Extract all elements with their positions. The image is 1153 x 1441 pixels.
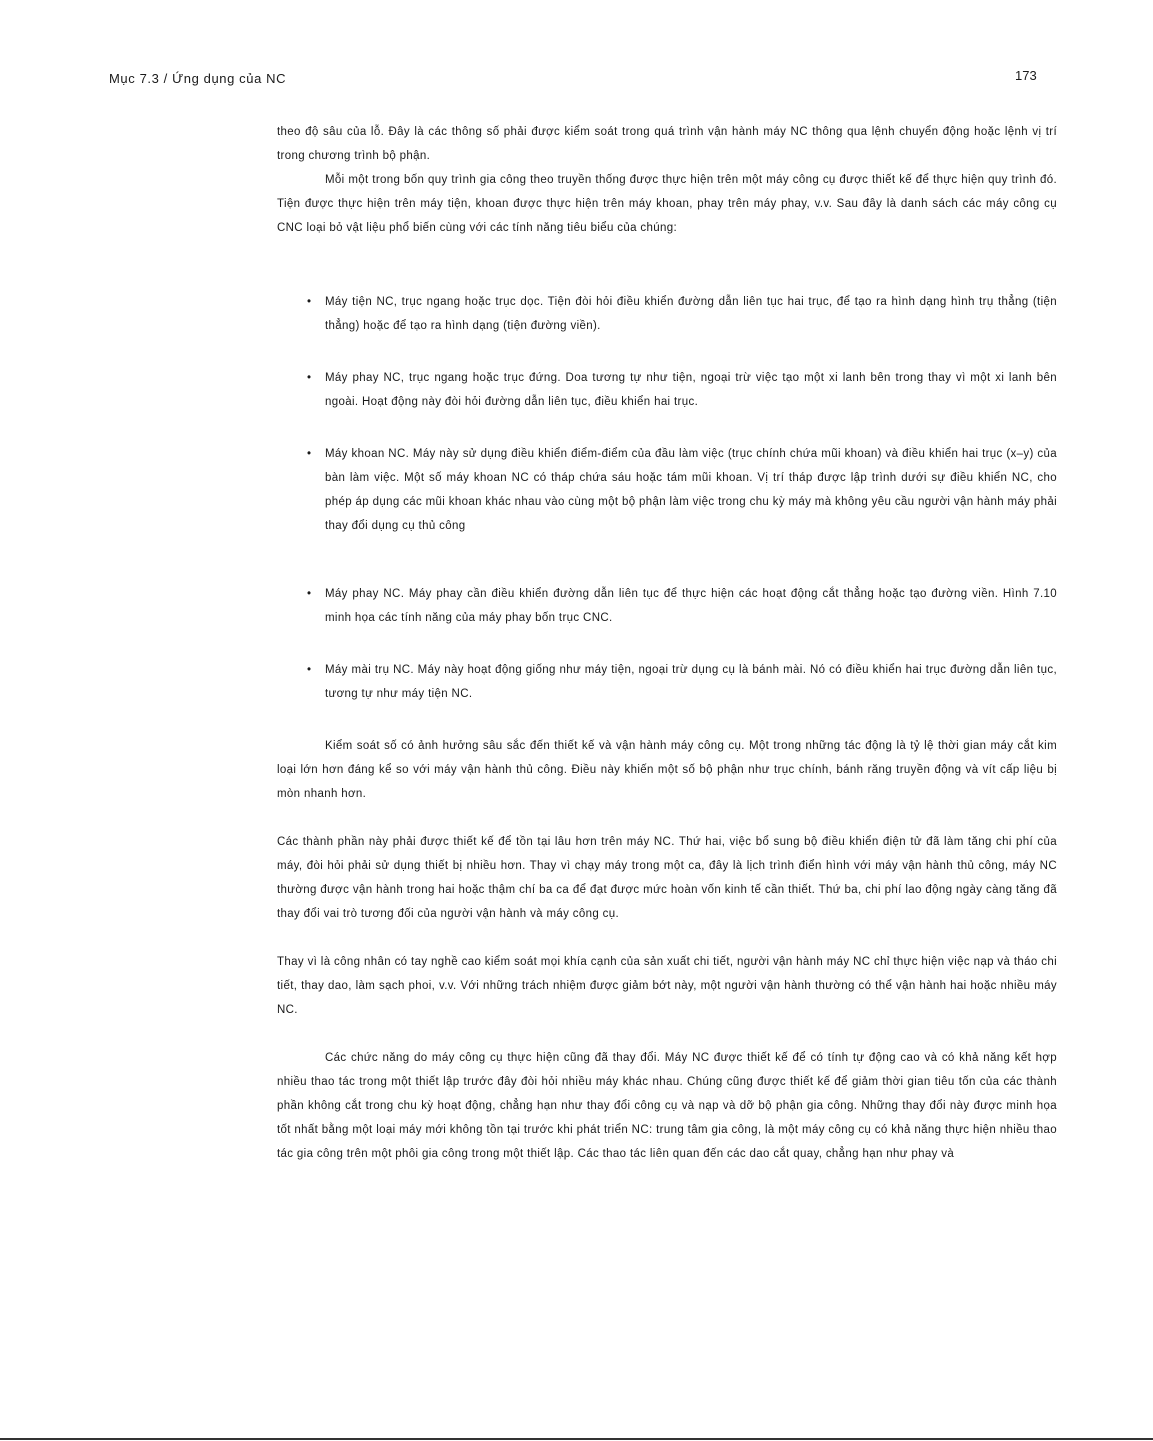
machine-tool-list xyxy=(277,290,1057,706)
page-bottom-rule xyxy=(0,1438,1153,1440)
list-item-boring: • Máy phay NC, trục ngang hoặc trục đứng. Doa tương tự như tiện, ngoại trừ việc tạo một xi lanh bên trong thay vì một xi lanh bên ngoài. Hoạt động này đòi hỏi đường dẫn liên tục, điều khiển hai trục. xyxy=(307,366,1057,414)
paragraph-1: theo độ sâu của lỗ. Đây là các thông số phải được kiểm soát trong quá trình vận hành máy NC thông qua lệnh chuyển động hoặc lệnh vị trí trong chương trình bộ phận. xyxy=(277,126,1057,162)
running-header: Mục 7.3 / Ứng dụng của NC xyxy=(109,71,287,86)
paragraph-5: Thay vì là công nhân có tay nghề cao kiểm soát mọi khía cạnh của sản xuất chi tiết, người vận hành máy NC chỉ thực hiện việc nạp và tháo chi tiết, thay dao, làm sạch phoi, v.v. Với những trách nhiệm được giảm bớt này, một người vận hành thường có thể vận hành hai hoặc nhiều máy NC. xyxy=(277,956,1057,1016)
paragraph-2: Mỗi một trong bốn quy trình gia công theo truyền thống được thực hiện trên một máy công cụ được thiết kế để thực hiện quy trình đó. Tiện được thực hiện trên máy tiện, khoan được thực hiện trên máy khoan, phay trên máy phay, v.v. Sau đây là danh sách các máy công cụ CNC loại bỏ vật liệu phổ biến cùng với các tính năng tiêu biểu của chúng: xyxy=(277,174,1057,234)
list-item-lathe: • Máy tiện NC, trục ngang hoặc trục dọc. Tiện đòi hỏi điều khiển đường dẫn liên tục hai trục, để tạo ra hình dạng hình trụ thẳng (tiện thẳng) hoặc để tạo ra hình dạng (tiện đường viền). xyxy=(307,290,1057,338)
list-item-grinder: • Máy mài trụ NC. Máy này hoạt động giống như máy tiện, ngoại trừ dụng cụ là bánh mài. Nó có điều khiển hai trục đường dẫn liên tục, tương tự như máy tiện NC. xyxy=(307,658,1057,706)
paragraph-3: Kiểm soát số có ảnh hưởng sâu sắc đến thiết kế và vận hành máy công cụ. Một trong những tác động là tỷ lệ thời gian máy cắt kim loại lớn hơn đáng kể so với máy vận hành thủ công. Điều này khiến một số bộ phận như trục chính, bánh răng truyền động và vít cấp liệu bị mòn nhanh hơn. xyxy=(277,740,1057,800)
page-number: 173 xyxy=(1015,68,1037,83)
paragraph-4: Các thành phần này phải được thiết kế để tồn tại lâu hơn trên máy NC. Thứ hai, việc bổ sung bộ điều khiển điện tử đã làm tăng chi phí của máy, đòi hỏi phải sử dụng thiết bị nhiều hơn. Thay vì chạy máy trong một ca, đây là lịch trình điển hình với máy vận hành thủ công, máy NC thường được vận hành trong hai hoặc thậm chí ba ca để đạt được mức hoàn vốn kinh tế cần thiết. Thứ ba, chi phí lao động ngày càng tăng đã thay đổi vai trò tương đối của người vận hành và máy công cụ. xyxy=(277,836,1057,920)
page-body xyxy=(277,120,1057,1166)
list-item-milling: • Máy phay NC. Máy phay cần điều khiển đường dẫn liên tục để thực hiện các hoạt động cắt thẳng hoặc tạo đường viền. Hình 7.10 minh họa các tính năng của máy phay bốn trục CNC. xyxy=(307,582,1057,630)
paragraph-6: Các chức năng do máy công cụ thực hiện cũng đã thay đổi. Máy NC được thiết kế để có tính tự động cao và có khả năng kết hợp nhiều thao tác trong một thiết lập trước đây đòi hỏi nhiều máy khác nhau. Chúng cũng được thiết kế để giảm thời gian tiêu tốn của các thành phần không cắt trong chu kỳ hoạt động, chẳng hạn như thay đổi công cụ và nạp và dỡ bộ phận gia công. Những thay đổi này được minh họa tốt nhất bằng một loại máy mới không tồn tại trước khi phát triển NC: trung tâm gia công, là một máy công cụ có khả năng thực hiện nhiều thao tác gia công trên một phôi gia công trong một thiết lập. Các thao tác liên quan đến các dao cắt quay, chẳng hạn như phay và xyxy=(277,1052,1057,1160)
list-item-drill: • Máy khoan NC. Máy này sử dụng điều khiển điểm-điểm của đầu làm việc (trục chính chứa mũi khoan) và điều khiển hai trục (x–y) của bàn làm việc. Một số máy khoan NC có tháp chứa sáu hoặc tám mũi khoan. Vị trí tháp được lập trình dưới sự điều khiển NC, cho phép áp dụng các mũi khoan khác nhau vào cùng một bộ phận làm việc trong chu kỳ máy mà không yêu cầu người vận hành máy phải thay đổi dụng cụ thủ công xyxy=(307,442,1057,538)
